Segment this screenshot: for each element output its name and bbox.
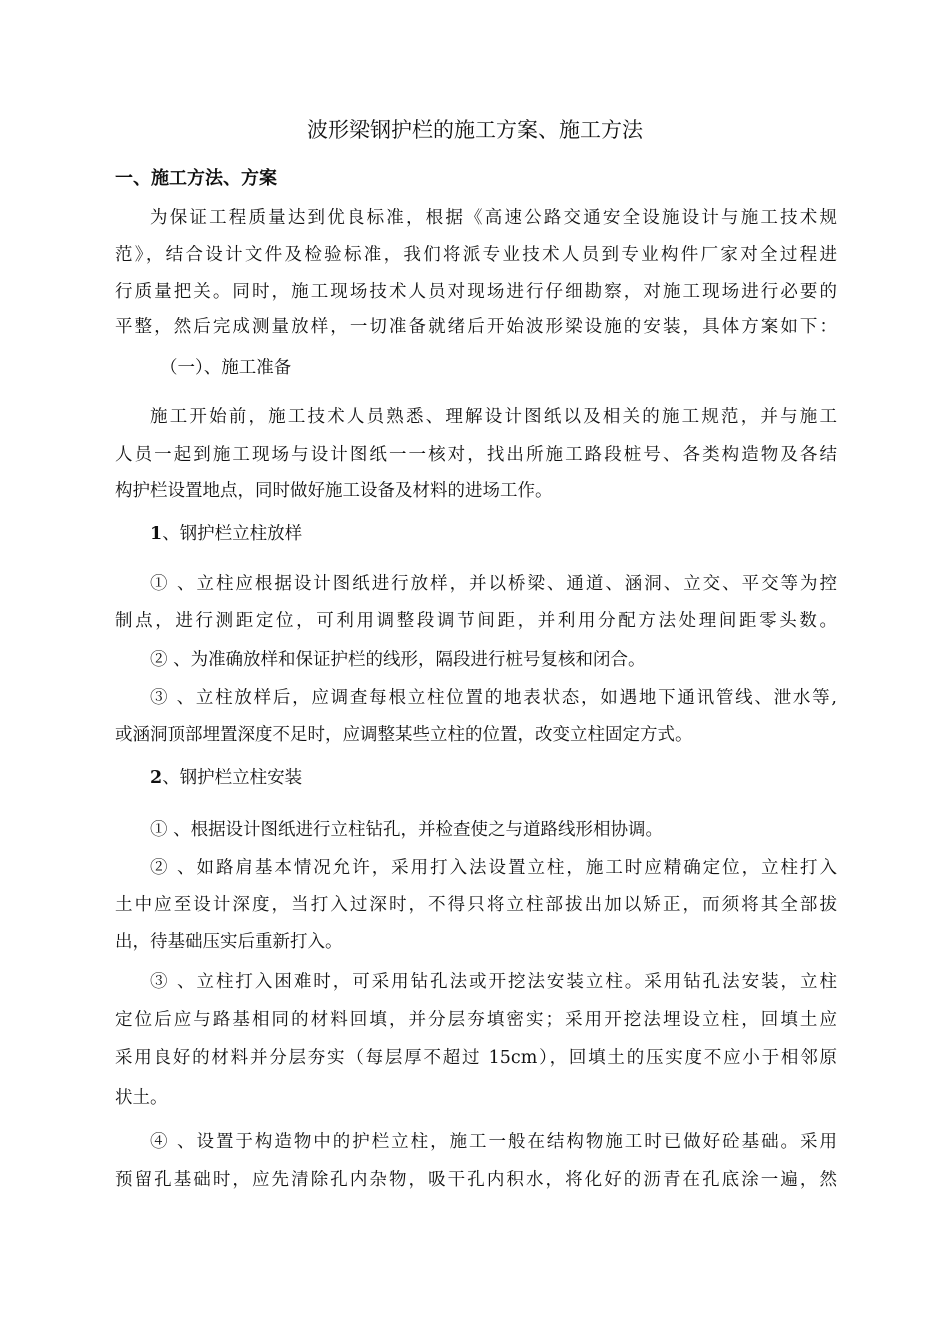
paragraph-line: 行质量把关。同时，施工现场技术人员对现场进行仔细勘察，对施工现场进行必要的 (115, 282, 837, 302)
list-item-line: ② 、如路肩基本情况允许，采用打入法设置立柱，施工时应精确定位，立柱打入 (150, 858, 837, 878)
list-item-line: ① 、立柱应根据设计图纸进行放样，并以桥梁、通道、涵洞、立交、平交等为控 (150, 574, 837, 594)
list-item-line: ③ 、立柱打入困难时，可采用钻孔法或开挖法安装立柱。采用钻孔法安装，立柱 (150, 972, 837, 992)
paragraph-line: 平整，然后完成测量放样，一切准备就绪后开始波形梁设施的安装，具体方案如下： (115, 317, 837, 337)
step-number: 2 (150, 768, 163, 788)
list-item-line: 状土。 (115, 1088, 168, 1108)
list-item-line: 土中应至设计深度，当打入过深时，不得只将立柱部拔出加以矫正，而须将其全部拔 (115, 895, 837, 915)
step-number: 1 (150, 524, 163, 544)
list-item-line: 出，待基础压实后重新打入。 (115, 932, 343, 952)
list-item-line: 制点，进行测距定位，可利用调整段调节间距，并利用分配方法处理间距零头数。 (115, 611, 837, 631)
paragraph-line: 范》，结合设计文件及检验标准，我们将派专业技术人员到专业构件厂家对全过程进 (115, 245, 837, 265)
list-item-line: ③ 、立柱放样后，应调查每根立柱位置的地表状态，如遇地下通讯管线、泄水等, (150, 688, 837, 708)
paragraph-line: 为保证工程质量达到优良标准，根据《高速公路交通安全设施设计与施工技术规 (150, 208, 837, 228)
list-item-line: 预留孔基础时，应先清除孔内杂物，吸干孔内积水，将化好的沥青在孔底涂一遍，然 (115, 1170, 837, 1190)
step-title: 、钢护栏立柱安装 (162, 768, 303, 788)
list-item-line: 采用良好的材料并分层夯实（每层厚不超过 15cm），回填土的压实度不应小于相邻原 (115, 1048, 837, 1068)
step-heading (150, 522, 302, 546)
list-item-line: ① 、根据设计图纸进行立柱钻孔，并检查使之与道路线形相协调。 (150, 820, 664, 840)
step-heading (150, 766, 302, 790)
subsection-heading: （一）、施工准备 (160, 358, 292, 378)
paragraph-line: 施工开始前，施工技术人员熟悉、理解设计图纸以及相关的施工规范，并与施工 (150, 407, 837, 427)
step-title: 、钢护栏立柱放样 (162, 524, 303, 544)
document-title: 波形梁钢护栏的施工方案、施工方法 (307, 118, 643, 142)
list-item-line: 或涵洞顶部埋置深度不足时，应调整某些立柱的位置，改变立柱固定方式。 (115, 725, 693, 745)
section-heading: 一、施工方法、方案 (115, 168, 277, 189)
paragraph-line: 人员一起到施工现场与设计图纸一一核对，找出所施工路段桩号、各类构造物及各结 (115, 445, 837, 465)
list-item-line: 定位后应与路基相同的材料回填，并分层夯填密实；采用开挖法埋设立柱，回填土应 (115, 1010, 837, 1030)
list-item-line: ② 、为准确放样和保证护栏的线形，隔段进行桩号复核和闭合。 (150, 650, 646, 670)
paragraph-line: 构护栏设置地点，同时做好施工设备及材料的进场工作。 (115, 481, 553, 501)
list-item-line: ④ 、设置于构造物中的护栏立柱，施工一般在结构物施工时已做好砼基础。采用 (150, 1132, 837, 1152)
